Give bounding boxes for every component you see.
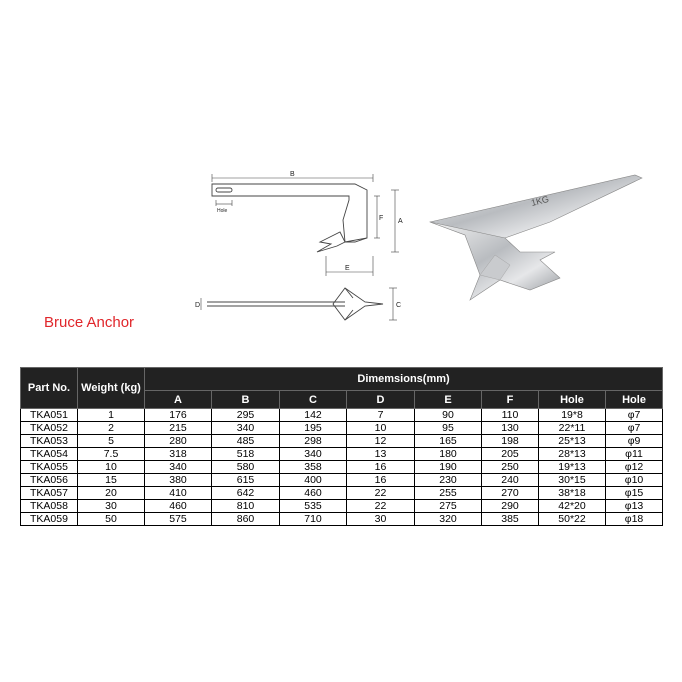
- cell-f: 198: [482, 435, 539, 448]
- anchor-top-view: [207, 288, 383, 320]
- cell-hole: 19*13: [539, 461, 606, 474]
- anchor-side-view: [212, 184, 367, 252]
- cell-hole: 19*8: [539, 409, 606, 422]
- dimension-label-b: B: [290, 171, 295, 178]
- cell-hole-diameter: φ12: [606, 461, 663, 474]
- cell-hole-diameter: φ7: [606, 422, 663, 435]
- dimension-label-c: C: [396, 302, 402, 309]
- cell-a: 410: [145, 487, 212, 500]
- cell-a: 575: [145, 513, 212, 526]
- table-row: [21, 448, 663, 461]
- cell-c: 340: [280, 448, 347, 461]
- table-row: [21, 461, 663, 474]
- cell-f: 130: [482, 422, 539, 435]
- cell-e: 90: [415, 409, 482, 422]
- cell-d: 10: [347, 422, 415, 435]
- header-a: A: [145, 391, 212, 409]
- table-row: [21, 500, 663, 513]
- cell-a: 340: [145, 461, 212, 474]
- dimension-label-hole: Hole: [217, 208, 228, 214]
- cell-weight: 50: [78, 513, 145, 526]
- cell-e: 255: [415, 487, 482, 500]
- cell-weight: 7.5: [78, 448, 145, 461]
- cell-hole: 42*20: [539, 500, 606, 513]
- cell-hole-diameter: φ11: [606, 448, 663, 461]
- cell-hole-diameter: φ7: [606, 409, 663, 422]
- cell-d: 13: [347, 448, 415, 461]
- cell-d: 7: [347, 409, 415, 422]
- cell-a: 318: [145, 448, 212, 461]
- cell-b: 642: [212, 487, 280, 500]
- header-hole-diameter: Hole: [606, 391, 663, 409]
- header-d: D: [347, 391, 415, 409]
- cell-c: 358: [280, 461, 347, 474]
- cell-f: 290: [482, 500, 539, 513]
- header-dimensions: Dimemsions(mm): [145, 368, 663, 391]
- cell-b: 810: [212, 500, 280, 513]
- cell-hole-diameter: φ9: [606, 435, 663, 448]
- cell-e: 95: [415, 422, 482, 435]
- cell-e: 190: [415, 461, 482, 474]
- cell-f: 110: [482, 409, 539, 422]
- cell-part-no: TKA054: [21, 448, 78, 461]
- cell-hole: 22*11: [539, 422, 606, 435]
- cell-part-no: TKA059: [21, 513, 78, 526]
- cell-hole: 28*13: [539, 448, 606, 461]
- header-b: B: [212, 391, 280, 409]
- anchor-dimension-diagram: [195, 160, 410, 340]
- cell-hole-diameter: φ15: [606, 487, 663, 500]
- cell-weight: 5: [78, 435, 145, 448]
- dimension-label-a: A: [398, 218, 403, 225]
- product-title: Bruce Anchor: [44, 314, 135, 331]
- header-hole: Hole: [539, 391, 606, 409]
- cell-b: 580: [212, 461, 280, 474]
- cell-c: 195: [280, 422, 347, 435]
- cell-e: 275: [415, 500, 482, 513]
- cell-c: 460: [280, 487, 347, 500]
- cell-hole-diameter: φ13: [606, 500, 663, 513]
- cell-e: 180: [415, 448, 482, 461]
- cell-f: 385: [482, 513, 539, 526]
- cell-a: 280: [145, 435, 212, 448]
- cell-d: 30: [347, 513, 415, 526]
- table-row: [21, 422, 663, 435]
- cell-d: 16: [347, 461, 415, 474]
- cell-weight: 10: [78, 461, 145, 474]
- cell-f: 270: [482, 487, 539, 500]
- cell-hole: 38*18: [539, 487, 606, 500]
- cell-f: 205: [482, 448, 539, 461]
- table-row: [21, 474, 663, 487]
- table-row: [21, 409, 663, 422]
- cell-part-no: TKA058: [21, 500, 78, 513]
- table-row: [21, 435, 663, 448]
- cell-a: 380: [145, 474, 212, 487]
- cell-b: 485: [212, 435, 280, 448]
- specification-table: [20, 367, 663, 526]
- cell-weight: 15: [78, 474, 145, 487]
- cell-part-no: TKA056: [21, 474, 78, 487]
- anchor-product-photo: [410, 160, 660, 320]
- cell-f: 240: [482, 474, 539, 487]
- table-body: [21, 409, 663, 526]
- table-row: [21, 487, 663, 500]
- table-row: [21, 513, 663, 526]
- cell-a: 460: [145, 500, 212, 513]
- cell-c: 400: [280, 474, 347, 487]
- dimension-label-d: D: [195, 302, 201, 309]
- cell-a: 215: [145, 422, 212, 435]
- cell-hole: 30*15: [539, 474, 606, 487]
- dimension-label-f: F: [379, 215, 384, 222]
- cell-part-no: TKA055: [21, 461, 78, 474]
- cell-a: 176: [145, 409, 212, 422]
- cell-c: 710: [280, 513, 347, 526]
- cell-part-no: TKA057: [21, 487, 78, 500]
- cell-d: 22: [347, 500, 415, 513]
- cell-b: 860: [212, 513, 280, 526]
- cell-b: 615: [212, 474, 280, 487]
- cell-c: 298: [280, 435, 347, 448]
- cell-e: 165: [415, 435, 482, 448]
- header-e: E: [415, 391, 482, 409]
- cell-weight: 1: [78, 409, 145, 422]
- cell-hole: 50*22: [539, 513, 606, 526]
- cell-d: 12: [347, 435, 415, 448]
- cell-c: 535: [280, 500, 347, 513]
- photo-weight-stamp: 1KG: [530, 193, 550, 208]
- cell-e: 320: [415, 513, 482, 526]
- cell-d: 22: [347, 487, 415, 500]
- cell-b: 518: [212, 448, 280, 461]
- cell-hole-diameter: φ10: [606, 474, 663, 487]
- cell-b: 340: [212, 422, 280, 435]
- cell-weight: 20: [78, 487, 145, 500]
- cell-hole: 25*13: [539, 435, 606, 448]
- header-part-no: Part No.: [21, 368, 78, 409]
- cell-c: 142: [280, 409, 347, 422]
- table-header-row: [21, 368, 663, 391]
- cell-d: 16: [347, 474, 415, 487]
- cell-hole-diameter: φ18: [606, 513, 663, 526]
- cell-part-no: TKA053: [21, 435, 78, 448]
- cell-e: 230: [415, 474, 482, 487]
- cell-f: 250: [482, 461, 539, 474]
- header-weight: Weight (kg): [78, 368, 145, 409]
- cell-part-no: TKA052: [21, 422, 78, 435]
- dimension-label-e: E: [345, 265, 350, 272]
- header-c: C: [280, 391, 347, 409]
- cell-weight: 2: [78, 422, 145, 435]
- cell-b: 295: [212, 409, 280, 422]
- cell-weight: 30: [78, 500, 145, 513]
- cell-part-no: TKA051: [21, 409, 78, 422]
- header-f: F: [482, 391, 539, 409]
